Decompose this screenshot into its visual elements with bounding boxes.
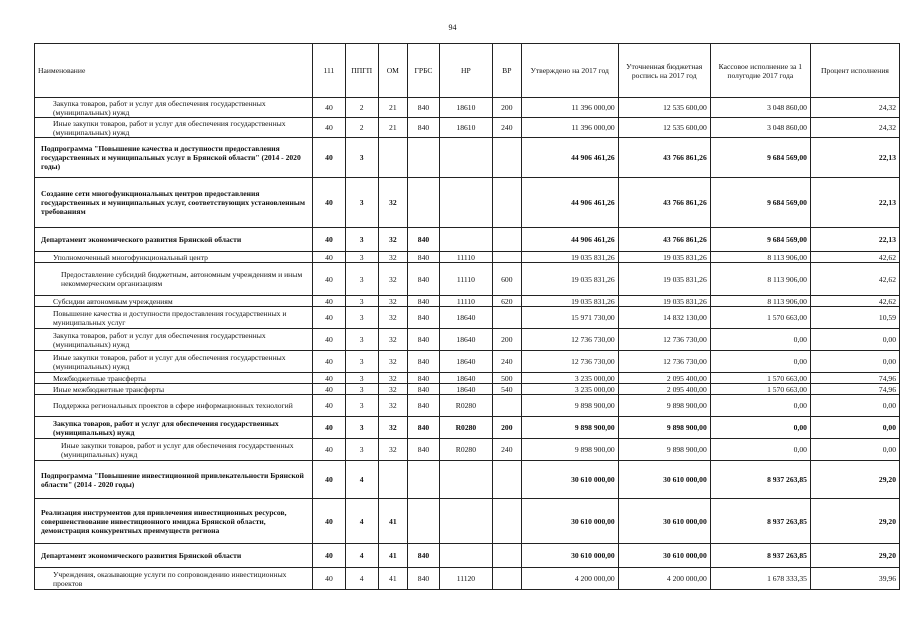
row-name: Поддержка региональных проектов в сфере информационных технологий bbox=[35, 395, 313, 417]
cell-c3: 32 bbox=[378, 296, 408, 307]
cell-c5: R0280 bbox=[439, 439, 492, 461]
cell-c1: 40 bbox=[313, 228, 346, 252]
cell-c2: 2 bbox=[345, 118, 378, 138]
cell-c4: 840 bbox=[408, 307, 440, 329]
cell-c1: 40 bbox=[313, 296, 346, 307]
cell-c3: 32 bbox=[378, 228, 408, 252]
cell-c1: 40 bbox=[313, 178, 346, 228]
cell-c1: 40 bbox=[313, 98, 346, 118]
table-row bbox=[35, 296, 900, 307]
row-name: Реализация инструментов для привлечения инвестиционных ресурсов, совершенствование инвестиционного имиджа Брянской области, демонстрация конкурентных преимуществ региона bbox=[35, 499, 313, 544]
cell-percent: 0,00 bbox=[810, 417, 899, 439]
cell-c1: 40 bbox=[313, 439, 346, 461]
cell-c3: 32 bbox=[378, 384, 408, 395]
cell-cash: 1 570 663,00 bbox=[710, 307, 810, 329]
cell-cash: 9 684 569,00 bbox=[710, 178, 810, 228]
cell-refined: 12 535 600,00 bbox=[618, 118, 710, 138]
cell-c5 bbox=[439, 178, 492, 228]
row-name: Департамент экономического развития Брянской области bbox=[35, 228, 313, 252]
cell-c2: 3 bbox=[345, 439, 378, 461]
cell-c4 bbox=[408, 499, 440, 544]
header-refined: Уточненная бюджетная роспись на 2017 год bbox=[618, 44, 710, 98]
table-row bbox=[35, 439, 900, 461]
page-number: 94 bbox=[448, 23, 457, 32]
row-name: Субсидии автономным учреждениям bbox=[35, 296, 313, 307]
cell-c1: 40 bbox=[313, 568, 346, 590]
cell-refined: 30 610 000,00 bbox=[618, 499, 710, 544]
cell-c6 bbox=[492, 138, 521, 178]
row-name: Закупка товаров, работ и услуг для обеспечения государственных (муниципальных) нужд bbox=[35, 417, 313, 439]
cell-percent: 22,13 bbox=[810, 138, 899, 178]
cell-c4: 840 bbox=[408, 373, 440, 384]
cell-approved: 9 898 900,00 bbox=[521, 395, 618, 417]
row-name: Учреждения, оказывающие услуги по сопровождению инвестиционных проектов bbox=[35, 568, 313, 590]
cell-cash: 0,00 bbox=[710, 329, 810, 351]
cell-c5: 18640 bbox=[439, 351, 492, 373]
cell-c3: 41 bbox=[378, 544, 408, 568]
cell-c4: 840 bbox=[408, 351, 440, 373]
cell-cash: 8 113 906,00 bbox=[710, 252, 810, 263]
cell-c5: R0280 bbox=[439, 395, 492, 417]
table-row bbox=[35, 351, 900, 373]
cell-c6: 240 bbox=[492, 118, 521, 138]
cell-c1: 40 bbox=[313, 373, 346, 384]
cell-approved: 19 035 831,26 bbox=[521, 296, 618, 307]
table-row bbox=[35, 461, 900, 499]
table-row bbox=[35, 228, 900, 252]
cell-refined: 19 035 831,26 bbox=[618, 296, 710, 307]
cell-percent: 10,59 bbox=[810, 307, 899, 329]
cell-c4: 840 bbox=[408, 118, 440, 138]
cell-c4 bbox=[408, 138, 440, 178]
cell-c2: 3 bbox=[345, 307, 378, 329]
cell-c4: 840 bbox=[408, 296, 440, 307]
cell-refined: 19 035 831,26 bbox=[618, 252, 710, 263]
cell-cash: 0,00 bbox=[710, 417, 810, 439]
cell-cash: 9 684 569,00 bbox=[710, 138, 810, 178]
cell-c5 bbox=[439, 461, 492, 499]
cell-approved: 3 235 000,00 bbox=[521, 373, 618, 384]
cell-c1: 40 bbox=[313, 499, 346, 544]
cell-c6 bbox=[492, 228, 521, 252]
row-name: Иные закупки товаров, работ и услуг для обеспечения государственных (муниципальных) нужд bbox=[35, 351, 313, 373]
cell-refined: 30 610 000,00 bbox=[618, 461, 710, 499]
cell-c6 bbox=[492, 395, 521, 417]
cell-c5: 11110 bbox=[439, 263, 492, 296]
cell-c5: 11110 bbox=[439, 296, 492, 307]
table-row bbox=[35, 118, 900, 138]
cell-c2: 4 bbox=[345, 499, 378, 544]
cell-c3: 32 bbox=[378, 373, 408, 384]
cell-c5: 18640 bbox=[439, 373, 492, 384]
header-c2: ППГП bbox=[345, 44, 378, 98]
cell-c2: 3 bbox=[345, 178, 378, 228]
cell-c6: 200 bbox=[492, 417, 521, 439]
cell-percent: 29,20 bbox=[810, 499, 899, 544]
cell-c2: 3 bbox=[345, 329, 378, 351]
cell-percent: 0,00 bbox=[810, 439, 899, 461]
cell-c2: 3 bbox=[345, 351, 378, 373]
cell-c4: 840 bbox=[408, 252, 440, 263]
cell-c6: 240 bbox=[492, 351, 521, 373]
cell-approved: 30 610 000,00 bbox=[521, 544, 618, 568]
cell-refined: 2 095 400,00 bbox=[618, 373, 710, 384]
cell-c2: 3 bbox=[345, 263, 378, 296]
header-approved: Утверждено на 2017 год bbox=[521, 44, 618, 98]
cell-percent: 42,62 bbox=[810, 263, 899, 296]
cell-approved: 15 971 730,00 bbox=[521, 307, 618, 329]
row-name: Закупка товаров, работ и услуг для обеспечения государственных (муниципальных) нужд bbox=[35, 98, 313, 118]
cell-percent: 74,96 bbox=[810, 373, 899, 384]
row-name: Иные межбюджетные трансферты bbox=[35, 384, 313, 395]
cell-approved: 19 035 831,26 bbox=[521, 263, 618, 296]
cell-cash: 0,00 bbox=[710, 395, 810, 417]
cell-c3: 32 bbox=[378, 178, 408, 228]
cell-c3 bbox=[378, 461, 408, 499]
row-name: Повышение качества и доступности предоставления государственных и муниципальных услуг bbox=[35, 307, 313, 329]
cell-percent: 0,00 bbox=[810, 395, 899, 417]
cell-percent: 0,00 bbox=[810, 351, 899, 373]
cell-c5 bbox=[439, 228, 492, 252]
cell-cash: 9 684 569,00 bbox=[710, 228, 810, 252]
cell-approved: 19 035 831,26 bbox=[521, 252, 618, 263]
cell-c6 bbox=[492, 178, 521, 228]
cell-refined: 9 898 900,00 bbox=[618, 439, 710, 461]
cell-c5: 18640 bbox=[439, 384, 492, 395]
cell-c1: 40 bbox=[313, 329, 346, 351]
cell-c1: 40 bbox=[313, 138, 346, 178]
cell-percent: 39,96 bbox=[810, 568, 899, 590]
cell-c6: 500 bbox=[492, 373, 521, 384]
cell-c3: 32 bbox=[378, 351, 408, 373]
row-name: Иные закупки товаров, работ и услуг для обеспечения государственных (муниципальных) нужд bbox=[35, 439, 313, 461]
row-name: Создание сети многофункциональных центров предоставления государственных и муниципальных услуг, соответствующих установленным требованиям bbox=[35, 178, 313, 228]
row-name: Иные закупки товаров, работ и услуг для обеспечения государственных (муниципальных) нужд bbox=[35, 118, 313, 138]
header-c4: ГРБС bbox=[408, 44, 440, 98]
cell-c6 bbox=[492, 499, 521, 544]
cell-c3: 32 bbox=[378, 263, 408, 296]
row-name: Предоставление субсидий бюджетным, автономным учреждениям и иным некоммерческим организациям bbox=[35, 263, 313, 296]
cell-c3: 32 bbox=[378, 307, 408, 329]
cell-c2: 4 bbox=[345, 568, 378, 590]
cell-approved: 44 906 461,26 bbox=[521, 138, 618, 178]
cell-refined: 43 766 861,26 bbox=[618, 178, 710, 228]
cell-c2: 3 bbox=[345, 228, 378, 252]
cell-c1: 40 bbox=[313, 118, 346, 138]
table-row bbox=[35, 98, 900, 118]
cell-c5: 18640 bbox=[439, 307, 492, 329]
cell-c6: 200 bbox=[492, 98, 521, 118]
cell-c4: 840 bbox=[408, 395, 440, 417]
table-row bbox=[35, 252, 900, 263]
cell-c2: 4 bbox=[345, 461, 378, 499]
cell-approved: 12 736 730,00 bbox=[521, 351, 618, 373]
cell-c2: 3 bbox=[345, 384, 378, 395]
cell-refined: 43 766 861,26 bbox=[618, 228, 710, 252]
cell-c3: 21 bbox=[378, 118, 408, 138]
table-row bbox=[35, 373, 900, 384]
cell-cash: 8 937 263,85 bbox=[710, 544, 810, 568]
cell-cash: 8 113 906,00 bbox=[710, 263, 810, 296]
cell-refined: 12 535 600,00 bbox=[618, 98, 710, 118]
cell-c3: 32 bbox=[378, 329, 408, 351]
cell-percent: 22,13 bbox=[810, 228, 899, 252]
table-row bbox=[35, 307, 900, 329]
header-cash: Кассовое исполнение за 1 полугодие 2017 года bbox=[710, 44, 810, 98]
cell-cash: 1 678 333,35 bbox=[710, 568, 810, 590]
row-name: Подпрограмма "Повышение инвестиционной привлекательности Брянской области" (2014 - 2020 годы) bbox=[35, 461, 313, 499]
row-name: Департамент экономического развития Брянской области bbox=[35, 544, 313, 568]
cell-c5: 11120 bbox=[439, 568, 492, 590]
cell-c1: 40 bbox=[313, 263, 346, 296]
cell-c1: 40 bbox=[313, 384, 346, 395]
cell-c6: 620 bbox=[492, 296, 521, 307]
cell-cash: 1 570 663,00 bbox=[710, 384, 810, 395]
cell-percent: 29,20 bbox=[810, 544, 899, 568]
cell-approved: 11 396 000,00 bbox=[521, 118, 618, 138]
cell-c6 bbox=[492, 307, 521, 329]
cell-refined: 9 898 900,00 bbox=[618, 417, 710, 439]
table-row bbox=[35, 544, 900, 568]
cell-percent: 0,00 bbox=[810, 329, 899, 351]
cell-approved: 12 736 730,00 bbox=[521, 329, 618, 351]
cell-cash: 3 048 860,00 bbox=[710, 98, 810, 118]
budget-table bbox=[34, 43, 900, 590]
cell-c4: 840 bbox=[408, 329, 440, 351]
cell-refined: 19 035 831,26 bbox=[618, 263, 710, 296]
cell-cash: 3 048 860,00 bbox=[710, 118, 810, 138]
cell-c3 bbox=[378, 138, 408, 178]
header-c6: ВР bbox=[492, 44, 521, 98]
row-name: Подпрограмма "Повышение качества и доступности предоставления государственных и муниципальных услуг в Брянской области" (2014 - 2020 годы) bbox=[35, 138, 313, 178]
cell-c5 bbox=[439, 544, 492, 568]
cell-approved: 44 906 461,26 bbox=[521, 178, 618, 228]
cell-cash: 1 570 663,00 bbox=[710, 373, 810, 384]
table-row bbox=[35, 395, 900, 417]
table-row bbox=[35, 263, 900, 296]
cell-c6 bbox=[492, 544, 521, 568]
cell-approved: 11 396 000,00 bbox=[521, 98, 618, 118]
cell-c2: 3 bbox=[345, 373, 378, 384]
cell-c2: 3 bbox=[345, 296, 378, 307]
cell-percent: 24,32 bbox=[810, 118, 899, 138]
cell-c3: 21 bbox=[378, 98, 408, 118]
cell-c5 bbox=[439, 499, 492, 544]
cell-c1: 40 bbox=[313, 395, 346, 417]
cell-c3: 32 bbox=[378, 417, 408, 439]
cell-c3: 32 bbox=[378, 439, 408, 461]
cell-refined: 12 736 730,00 bbox=[618, 351, 710, 373]
cell-approved: 9 898 900,00 bbox=[521, 439, 618, 461]
cell-c3: 32 bbox=[378, 395, 408, 417]
table-row bbox=[35, 138, 900, 178]
table-row bbox=[35, 568, 900, 590]
cell-c4: 840 bbox=[408, 568, 440, 590]
header-c5: НР bbox=[439, 44, 492, 98]
cell-c2: 3 bbox=[345, 417, 378, 439]
cell-c6: 600 bbox=[492, 263, 521, 296]
cell-c1: 40 bbox=[313, 307, 346, 329]
cell-c5: 18610 bbox=[439, 118, 492, 138]
cell-c3: 32 bbox=[378, 252, 408, 263]
cell-approved: 30 610 000,00 bbox=[521, 461, 618, 499]
cell-c2: 2 bbox=[345, 98, 378, 118]
cell-percent: 24,32 bbox=[810, 98, 899, 118]
header-c3: ОМ bbox=[378, 44, 408, 98]
cell-cash: 8 937 263,85 bbox=[710, 499, 810, 544]
cell-refined: 4 200 000,00 bbox=[618, 568, 710, 590]
table-row bbox=[35, 499, 900, 544]
cell-c1: 40 bbox=[313, 461, 346, 499]
cell-refined: 2 095 400,00 bbox=[618, 384, 710, 395]
cell-refined: 12 736 730,00 bbox=[618, 329, 710, 351]
header-name: Наименование bbox=[35, 44, 313, 98]
cell-approved: 4 200 000,00 bbox=[521, 568, 618, 590]
cell-cash: 8 113 906,00 bbox=[710, 296, 810, 307]
cell-percent: 42,62 bbox=[810, 296, 899, 307]
cell-c2: 3 bbox=[345, 395, 378, 417]
header-c1: 111 bbox=[313, 44, 346, 98]
cell-c5: 11110 bbox=[439, 252, 492, 263]
cell-c3: 41 bbox=[378, 568, 408, 590]
cell-c1: 40 bbox=[313, 252, 346, 263]
row-name: Уполномоченный многофункциональный центр bbox=[35, 252, 313, 263]
cell-c6 bbox=[492, 252, 521, 263]
cell-c2: 3 bbox=[345, 138, 378, 178]
cell-c4: 840 bbox=[408, 544, 440, 568]
cell-refined: 30 610 000,00 bbox=[618, 544, 710, 568]
cell-percent: 29,20 bbox=[810, 461, 899, 499]
table-row bbox=[35, 178, 900, 228]
cell-c4: 840 bbox=[408, 439, 440, 461]
cell-c6: 200 bbox=[492, 329, 521, 351]
cell-c6: 240 bbox=[492, 439, 521, 461]
cell-c4 bbox=[408, 461, 440, 499]
cell-c5: 18610 bbox=[439, 98, 492, 118]
cell-c2: 4 bbox=[345, 544, 378, 568]
header-row bbox=[35, 44, 900, 98]
header-percent: Процент исполнения bbox=[810, 44, 899, 98]
cell-c1: 40 bbox=[313, 544, 346, 568]
cell-c6 bbox=[492, 461, 521, 499]
table-row bbox=[35, 329, 900, 351]
cell-percent: 42,62 bbox=[810, 252, 899, 263]
table-row bbox=[35, 384, 900, 395]
row-name: Межбюджетные трансферты bbox=[35, 373, 313, 384]
cell-refined: 43 766 861,26 bbox=[618, 138, 710, 178]
cell-cash: 0,00 bbox=[710, 439, 810, 461]
cell-c5: R0280 bbox=[439, 417, 492, 439]
table-row bbox=[35, 417, 900, 439]
cell-approved: 9 898 900,00 bbox=[521, 417, 618, 439]
cell-percent: 22,13 bbox=[810, 178, 899, 228]
cell-percent: 74,96 bbox=[810, 384, 899, 395]
cell-cash: 0,00 bbox=[710, 351, 810, 373]
cell-c3: 41 bbox=[378, 499, 408, 544]
cell-c5 bbox=[439, 138, 492, 178]
cell-c1: 40 bbox=[313, 417, 346, 439]
cell-refined: 14 832 130,00 bbox=[618, 307, 710, 329]
cell-c2: 3 bbox=[345, 252, 378, 263]
cell-cash: 8 937 263,85 bbox=[710, 461, 810, 499]
cell-c6 bbox=[492, 568, 521, 590]
row-name: Закупка товаров, работ и услуг для обеспечения государственных (муниципальных) нужд bbox=[35, 329, 313, 351]
cell-c5: 18640 bbox=[439, 329, 492, 351]
cell-c6: 540 bbox=[492, 384, 521, 395]
cell-approved: 44 906 461,26 bbox=[521, 228, 618, 252]
cell-c4: 840 bbox=[408, 263, 440, 296]
cell-c1: 40 bbox=[313, 351, 346, 373]
cell-approved: 3 235 000,00 bbox=[521, 384, 618, 395]
cell-c4: 840 bbox=[408, 98, 440, 118]
cell-refined: 9 898 900,00 bbox=[618, 395, 710, 417]
cell-c4: 840 bbox=[408, 228, 440, 252]
cell-approved: 30 610 000,00 bbox=[521, 499, 618, 544]
cell-c4: 840 bbox=[408, 384, 440, 395]
cell-c4: 840 bbox=[408, 417, 440, 439]
cell-c4 bbox=[408, 178, 440, 228]
